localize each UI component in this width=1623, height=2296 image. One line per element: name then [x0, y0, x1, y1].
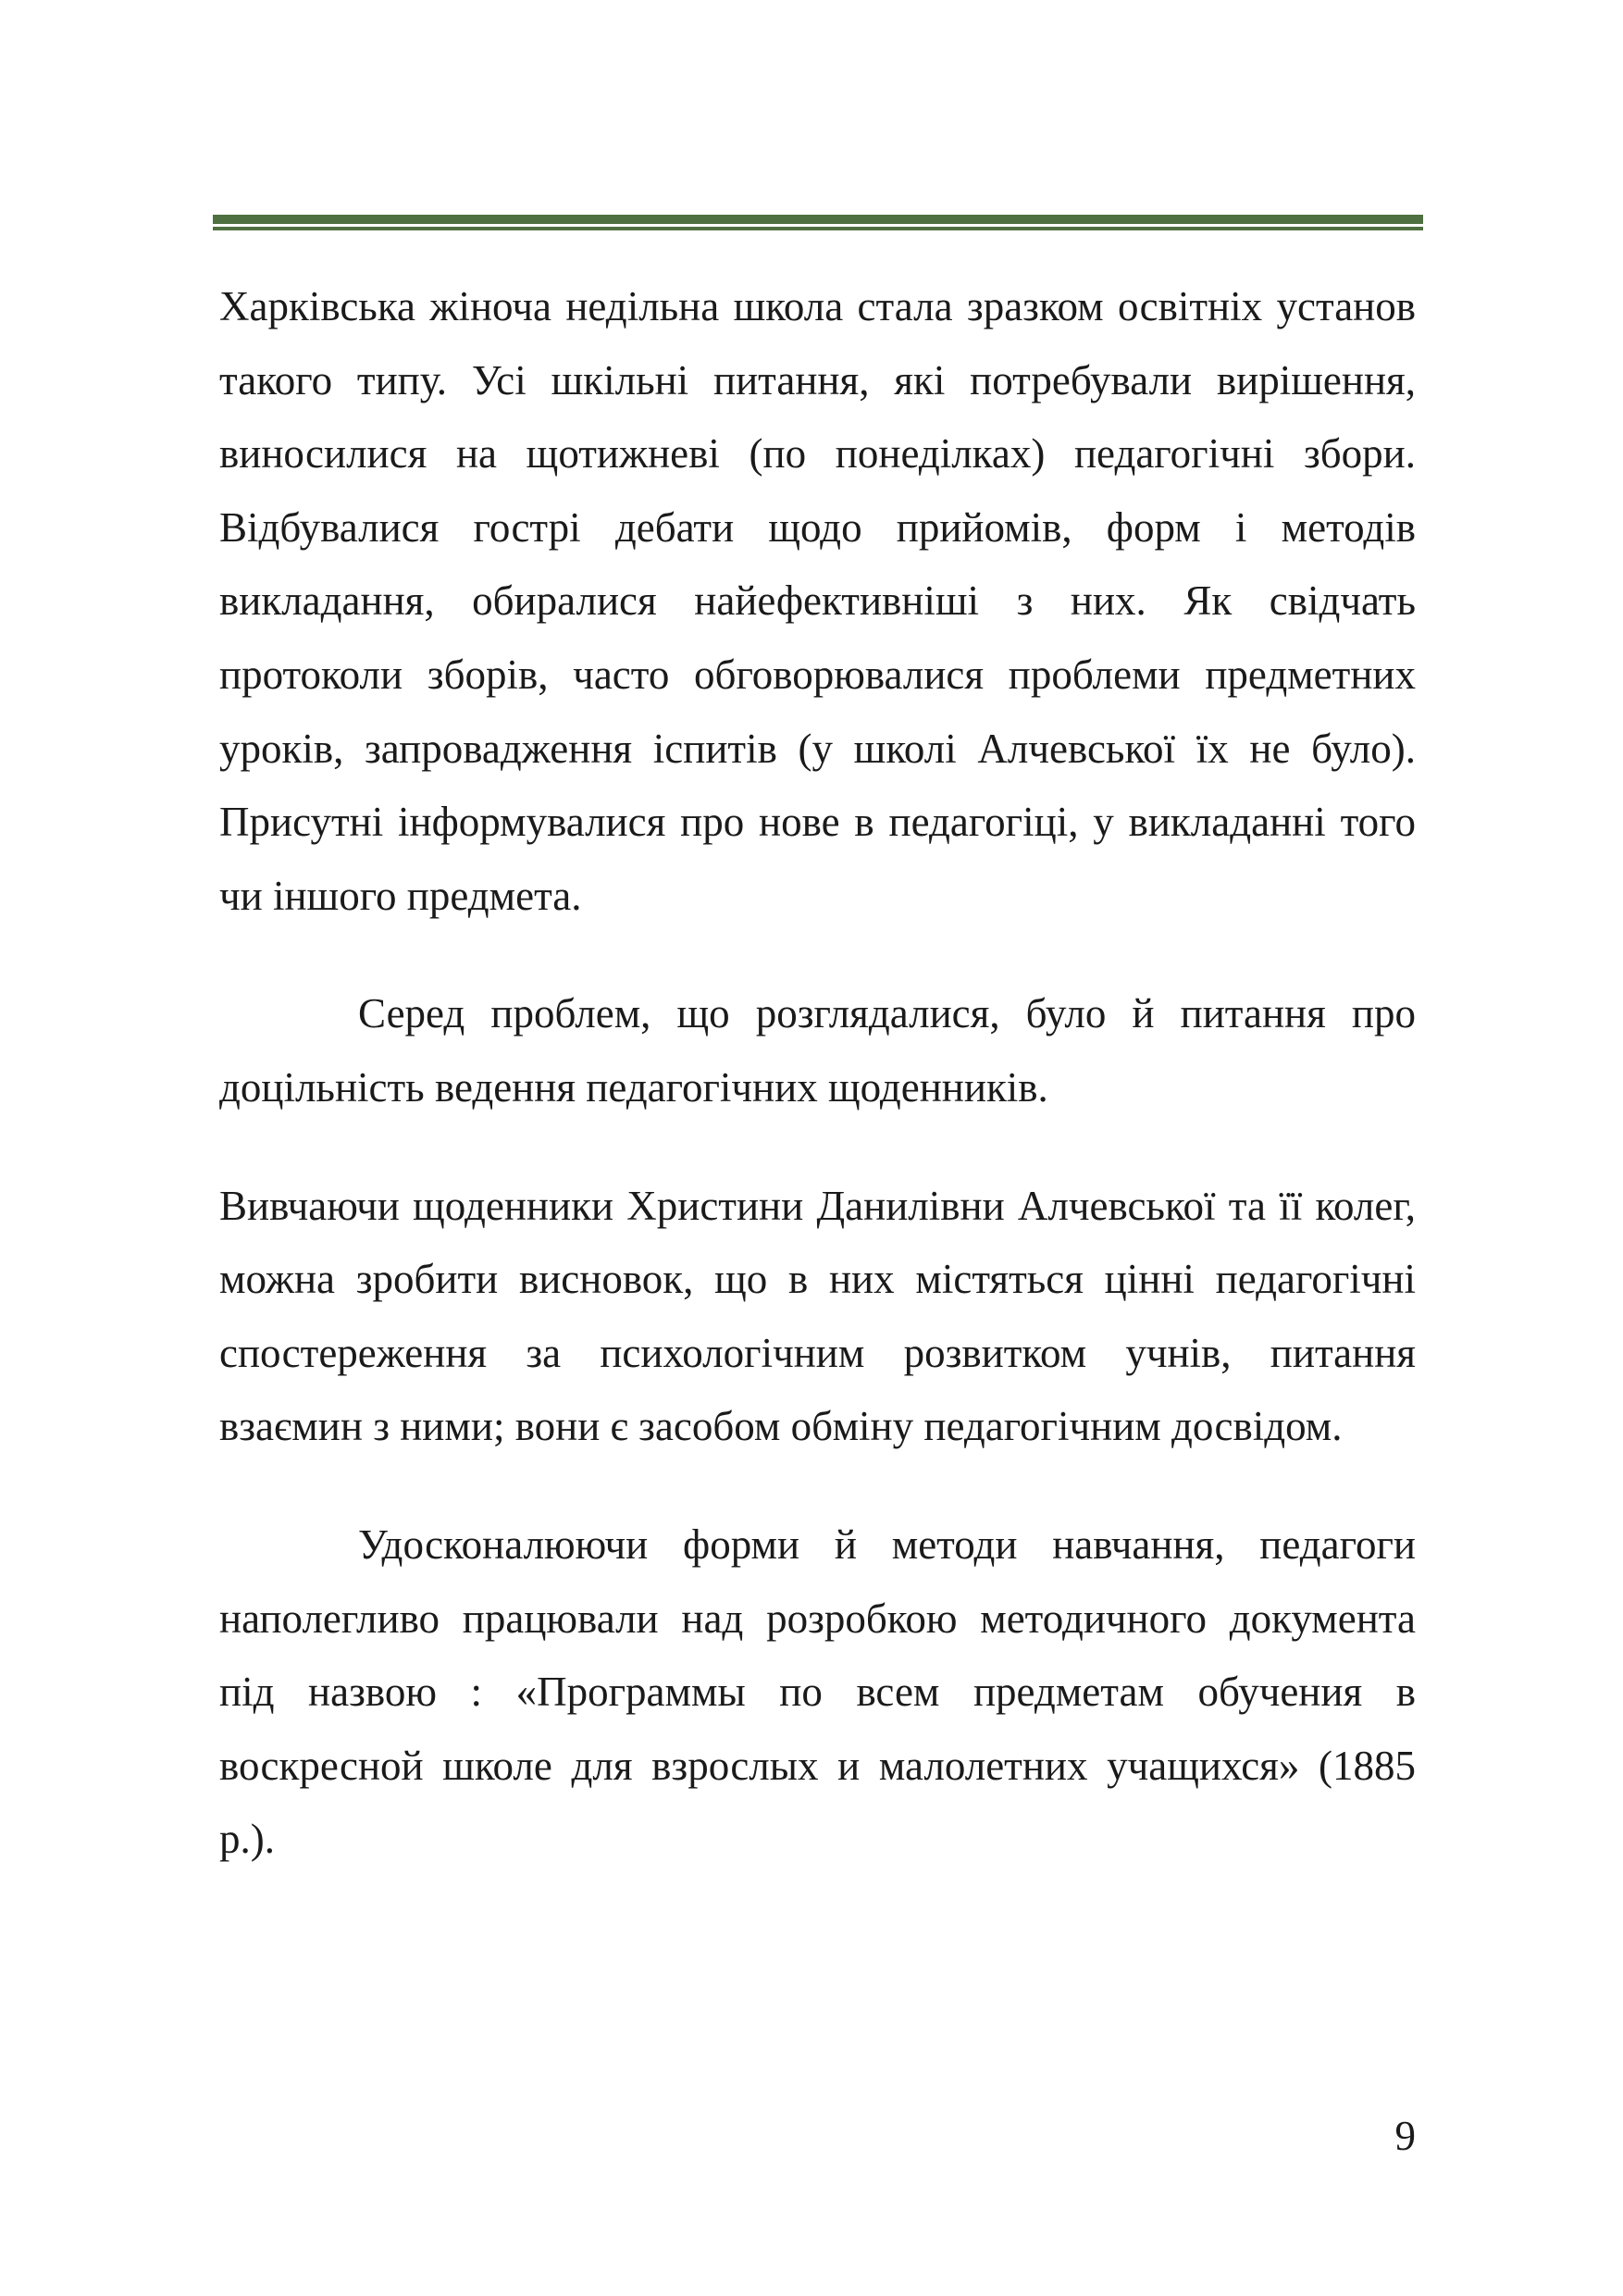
header-rule: [213, 215, 1423, 230]
paragraph-4: Удосконалюючи форми й методи навчання, педагоги наполегливо працювали над розробкою методичного документа під назвою : «Программы по всем предметам обучения в воскресной школе для взрослых и малолетних учащихся» (1885 р.).: [219, 1520, 1416, 1863]
paragraph-3: Вивчаючи щоденники Христини Данилівни Алчевської та її колег, можна зробити висновок, що в них містяться цінні педагогічні спостереження за психологічним розвитком учнів, питання взаємин з ними; вони є засобом обміну педагогічним досвідом.: [219, 1182, 1416, 1450]
body-text: [219, 270, 1416, 1877]
paragraph-1: Харківська жіноча недільна школа стала зразком освітніх установ такого типу. Усі шкільні питання, які потребували вирішення, виносилися на щотижневі (по понеділках) педагогічні збори. Відбувалися гострі дебати щодо прийомів, форм і методів викладання, обиралися найефективніші з них. Як свідчать протоколи зборів, часто обговорювалися проблеми предметних уроків, запровадження іспитів (у школі Алчевської їх не було). Присутні інформувалися про нове в педагогіці, у викладанні того чи іншого предмета.: [219, 283, 1416, 919]
header-rule-thick: [213, 215, 1423, 224]
header-rule-thin: [213, 227, 1423, 230]
paragraph-2: Серед проблем, що розглядалися, було й питання про доцільність ведення педагогічних щоденників.: [219, 990, 1416, 1111]
page-number: 9: [1394, 2113, 1416, 2159]
